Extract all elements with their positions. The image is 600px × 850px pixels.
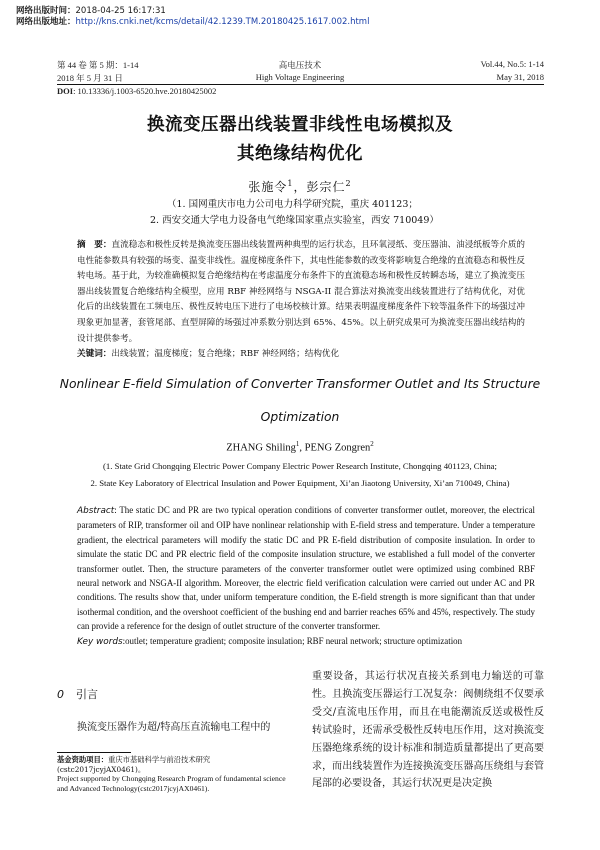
doi-value: : 10.13336/j.1003-6520.hve.20180425002 <box>73 86 217 96</box>
funding-text-cn: 重庆市基础科学与前沿技术研究 <box>108 755 211 764</box>
keywords-en-colon: : <box>122 635 126 646</box>
author-en-sep: , <box>299 442 305 454</box>
funding-code-cn: (cstc2017jcyjAX0461)。 <box>57 764 146 774</box>
authors-en <box>0 440 600 454</box>
affiliation-cn-1: （1. 国网重庆市电力公司电力科学研究院，重庆 401123； <box>167 199 418 210</box>
author-cn-2-sup: 2 <box>345 179 352 188</box>
header-volume-cn: 第 44 卷 第 5 期：1-14 <box>57 60 139 70</box>
abstract-en-text: The static DC and PR are two typical operation conditions of converter transformer outlet, moreover, the electrical parameters of RIP, transformer oil and OIP have nonlinear relationship with E-field stress and temperature. Under a temperature gradient, the electrical parameters will modify the static DC and PR E-field distribution of composite insulation. In order to simulate the static DC and PR electric field of the composite insulation structure, we established a full model of the converter transformer outlet. Then, the structure parameters of the converter transformer outlet were optimized using combined RBF neural network and NSGA-II algorithm. Moreover, the electric field verification calculation were carried out under AC and PR conditions. The results show that, under uniform temperature condition, the E-field strength is more significant than that under isothermal condition, and the overshoot coefficient of the bushing end and barrier reaches 65% and 45%, respectively. The study can provide a reference for the design of outlet structure of the converter transformer. <box>77 505 535 632</box>
title-cn-line1: 换流变压器出线装置非线性电场模拟及 <box>147 115 453 135</box>
net-pub-time-label: 网络出版时间： <box>16 6 76 16</box>
title-en-line2: Optimization <box>260 410 340 424</box>
header-date-cn: 2018 年 5 月 31 日 <box>57 73 123 83</box>
abstract-en-label: Abstract <box>77 506 115 516</box>
affiliation-en-1: (1. State Grid Chongqing Electric Power Company Electric Power Research Institute, Chongqing 401123, China; <box>103 461 497 471</box>
author-cn-1-sup: 1 <box>287 179 294 188</box>
body-right-text: 重要设备，其运行状况直接关系到电力输送的可靠性。且换流变压器运行工况复杂：阀侧绕组不仅要承受交/直流电压作用，而且在电能潮流反送或极性反转试验时，还需承受极性反转电压作用，这对换流变压器绝缘系统的设计标准和制造质量都提出了更高要求，而出线装置作为连接换流变压器高压绕组与套管尾部的必要设备，其运行状况更是决定换 <box>312 671 544 790</box>
net-pub-address-label: 网络出版地址： <box>16 17 76 27</box>
author-en-2-sup: 2 <box>370 440 374 448</box>
funding-text-en: Project supported by Chongqing Research Program of fundamental science and Advanced Technology(cstc2017jcyjAX0461). <box>57 774 286 793</box>
abstract-en-colon: : <box>114 505 117 515</box>
body-right-column <box>312 668 544 793</box>
funding-label-cn: 基金资助项目： <box>57 755 109 764</box>
author-cn-2: 彭宗仁 <box>306 180 346 194</box>
net-pub-time-value: 2018-04-25 16:17:31 <box>75 6 166 16</box>
footnote-divider <box>57 752 131 753</box>
keywords-en-text: outlet; temperature gradient; composite insulation; RBF neural network; structure optimization <box>125 635 463 646</box>
abstract-cn-text: 直流稳态和极性反转是换流变压器出线装置两种典型的运行状态，且环氧浸纸、变压器油、油浸纸板等介质的电性能参数具有较强的场变、温变非线性。温度梯度条件下，其电性能参数的改变将影响复合绝缘的直流稳态和极性反转电场。基于此，为较准确模拟复合绝缘结构在考虑温度分布条件下的直流稳态场和极性反转瞬态场，建立了换流变压器出线装置复合绝缘结构全模型，应用 RBF 神经网络与 NSGA-II 混合算法对换流变出线装置进行了结构优化，对优化后的出线装置在工频电压、极性反转电压下进行了电场校核计算。结果表明温度梯度条件下较等温条件下的场强过冲现象更加显著，套管尾部、直型屏障的场强过冲系数分别达到 65%、45%。以上研究成果可为换流变压器出线结构的设计提供参考。 <box>77 240 525 344</box>
header-journal-en: High Voltage Engineering <box>255 72 345 82</box>
author-cn-1: 张施令 <box>248 180 288 194</box>
header-date-en: May 31, 2018 <box>496 72 544 82</box>
body-left-column <box>77 719 292 737</box>
author-cn-sep: ， <box>293 180 307 194</box>
keywords-en-label: Key words <box>77 636 123 647</box>
keywords-cn-label: 关键词： <box>77 349 112 360</box>
body-left-text: 换流变压器作为超/特高压直流输电工程中的 <box>77 722 271 733</box>
section-title: 引言 <box>76 688 98 701</box>
author-en-1-sup: 1 <box>295 440 300 448</box>
keywords-cn-text: 出线装置；温度梯度；复合绝缘；RBF 神经网络；结构优化 <box>111 349 340 360</box>
affiliation-en-2: 2. State Key Laboratory of Electrical Insulation and Power Equipment, Xi’an Jiaotong University, Xi’an 710049, China) <box>90 478 510 488</box>
authors-cn <box>0 178 600 195</box>
section-number: 0 <box>57 688 64 701</box>
net-pub-address <box>16 15 369 27</box>
title-cn-line2: 其绝缘结构优化 <box>237 144 363 164</box>
author-en-2: PENG Zongren <box>304 442 371 454</box>
title-en-line1: Nonlinear E-field Simulation of Converter Transformer Outlet and Its Structure <box>59 377 541 391</box>
funding-footnote <box>57 755 297 793</box>
header-journal-cn: 高电压技术 <box>278 60 322 70</box>
abstract-en <box>77 503 535 649</box>
abstract-cn-label: 摘 要： <box>77 240 112 250</box>
affiliation-cn-2: 2. 西安交通大学电力设备电气绝缘国家重点实验室，西安 710049） <box>150 215 439 226</box>
net-pub-address-link[interactable]: http://kns.cnki.net/kcms/detail/42.1239.TM.20180425.1617.002.html <box>75 17 370 27</box>
author-en-1: ZHANG Shiling <box>226 442 296 454</box>
header-volume-en: Vol.44, No.5: 1-14 <box>480 59 544 69</box>
doi-label: DOI <box>57 86 74 96</box>
section-heading-intro <box>57 686 98 702</box>
doi-line <box>57 86 216 96</box>
abstract-cn <box>77 238 525 363</box>
